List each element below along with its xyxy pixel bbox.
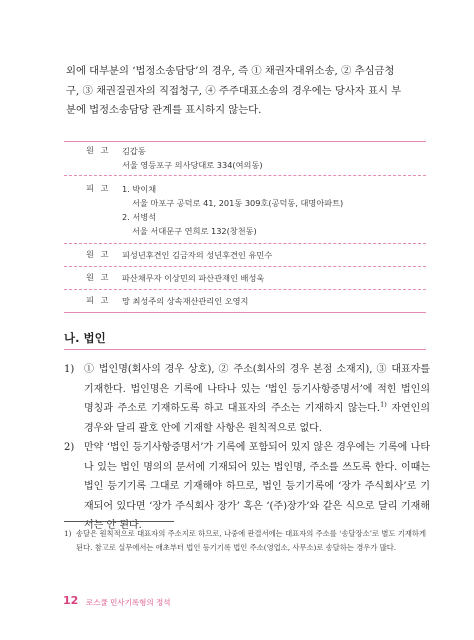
party-line: 김갑동 <box>122 146 146 156</box>
party-row <box>64 290 426 313</box>
party-role: 피 고 <box>86 183 111 193</box>
party-role: 원 고 <box>86 272 111 282</box>
list-item <box>64 360 430 438</box>
party-row <box>64 244 426 267</box>
party-role: 피 고 <box>86 295 111 305</box>
footnote-reference[interactable]: 1) <box>380 400 387 409</box>
numbered-list <box>64 360 430 536</box>
party-line: 피성년후견인 김금자의 성년후견인 유민수 <box>122 250 273 260</box>
party-line: 서울 영등포구 의사당대로 334(여의동) <box>122 160 263 170</box>
footnote <box>64 527 426 555</box>
party-line: 파산채무자 이상민의 파산관재인 배성욱 <box>122 273 265 283</box>
party-line: 1. 박이채 <box>122 184 157 194</box>
party-line: 서울 서대문구 연희로 132(창천동) <box>132 226 257 236</box>
intro-paragraph <box>66 62 431 121</box>
intro-line: 분에 법정소송담당 관계를 표시하지 않는다. <box>66 104 262 116</box>
section-heading: 나. 법인 <box>64 331 106 345</box>
item-text-continued: 자연인의 경우와 달리 괄호 안에 기재할 사항은 원칙적으로 없다. <box>84 403 430 434</box>
footnote-number: 1) <box>64 529 72 538</box>
intro-line: 구, ③ 채권질권자의 직접청구, ④ 주주대표소송의 경우에는 당사자 표시 부 <box>66 84 402 97</box>
footnote-divider <box>64 521 174 522</box>
item-number: 2) <box>64 442 75 453</box>
party-line: 망 최성주의 상속재산관리인 오영지 <box>122 296 249 306</box>
party-row <box>64 176 426 244</box>
party-line: 서울 마포구 공덕로 41, 201동 309호(공덕동, 대명아파트) <box>132 198 344 208</box>
party-row <box>64 141 426 176</box>
item-text: 만약 ‘법인 등기사항증명서’가 기록에 포함되어 있지 않은 경우에는 기록에 나타나 있는 법인 명의의 문서에 기재되어 있는 법인명, 주소를 쓰도록 한다. 이때는 법인 등기기록 그대로 기재해야 하므로, 법인 등기기록에 ‘장가 주식회사’로 기재되어 있다면 ‘장가 주식회사 장가’ 혹은 ‘(주)장가’와 같은 식으로 달리 기재해서는 안 된다. <box>84 442 430 531</box>
running-footer-title: 로스쿨 민사기록형의 정석 <box>86 598 171 607</box>
item-text: ① 법인명(회사의 경우 상호), ② 주소(회사의 경우 본점 소재지), ③ 대표자를 기재한다. 법인명은 기록에 나타나 있는 ‘법인 등기사항증명서’에 적힌 법인의 명칭과 주소로 기재하도록 하고 대표자의 주소는 기재하지 않는다. <box>84 364 430 414</box>
intro-line: 외에 대부분의 ‘법정소송담당’의 경우, 즉 ① 채권자대위소송, ② 추심금청 <box>66 65 395 77</box>
party-row <box>64 267 426 290</box>
page-number: 12 <box>63 594 79 607</box>
section-divider <box>64 349 426 350</box>
party-role: 원 고 <box>86 249 111 259</box>
footnote-text: 송달은 원칙적으로 대표자의 주소지로 하므로, 나중에 판결서에는 대표자의 주소를 ‘송달장소’로 별도 기재하게 된다. 참고로 실무에서는 애초부터 법인 등기기록 법인 주소(영업소, 사무소)로 송달하는 경우가 많다. <box>76 529 426 552</box>
party-line: 2. 서병석 <box>122 212 157 222</box>
party-role: 원 고 <box>86 145 111 155</box>
item-number: 1) <box>64 364 75 375</box>
party-examples-table <box>64 141 426 313</box>
